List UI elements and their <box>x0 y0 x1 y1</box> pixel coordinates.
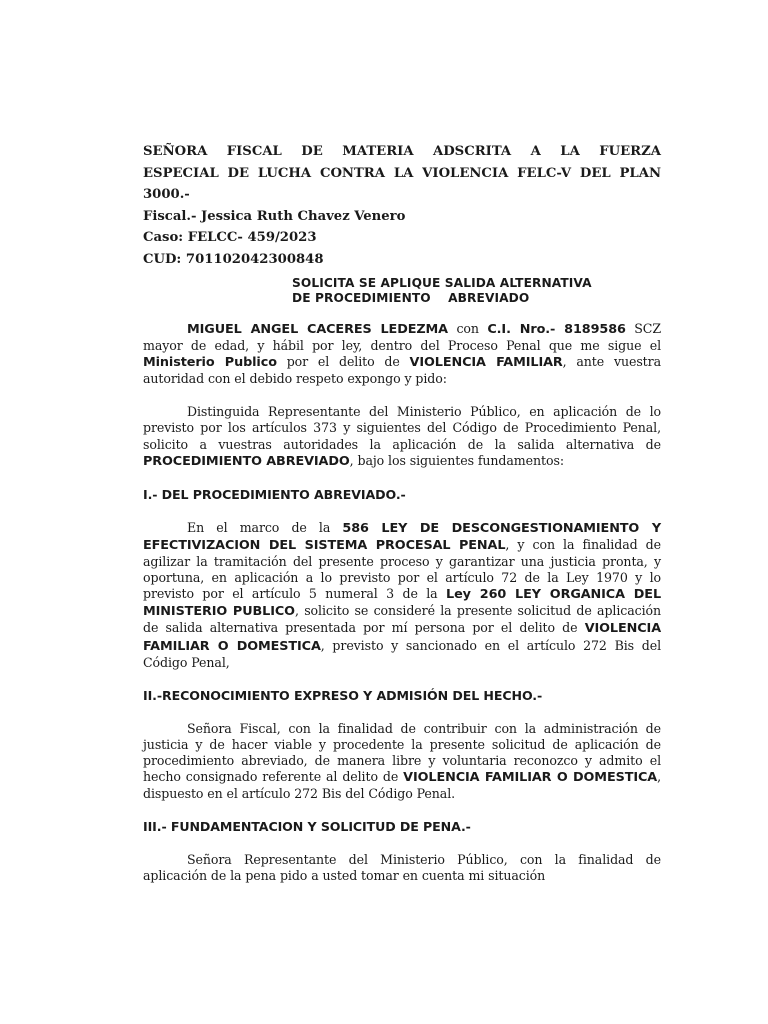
addressee: SEÑORA FISCAL DE MATERIA ADSCRITA A LA FUERZA ESPECIAL DE LUCHA CONTRA LA VIOLENCIA FELC-V DEL PLAN 3000.- <box>143 144 661 202</box>
cud-number: CUD: 701102042300848 <box>143 251 324 267</box>
document-body <box>143 321 661 885</box>
document-header <box>143 141 661 270</box>
intro-paragraph: MIGUEL ANGEL CACERES LEDEZMA con C.I. Nro.- 8189586 SCZ mayor de edad, y hábil por ley, dentro del Proceso Penal que me sigue el Ministerio Publico por el delito de VIOLENCIA FAMILIAR, ante vuestra autoridad con el debido respeto expongo y pido: <box>143 321 661 387</box>
section-title-3: III.- FUNDAMENTACION Y SOLICITUD DE PENA.- <box>143 819 471 835</box>
request-summary <box>292 276 661 306</box>
paragraph-4: Señora Representante del Ministerio Público, con la finalidad de aplicación de la pena pido a usted tomar en cuenta mi situación <box>143 852 661 884</box>
section-title-1: I.- DEL PROCEDIMIENTO ABREVIADO.- <box>143 486 406 502</box>
section-title-2: II.-RECONOCIMIENTO EXPRESO Y ADMISIÓN DEL HECHO.- <box>143 687 543 703</box>
paragraph-1: Distinguida Representante del Ministerio Público, en aplicación de lo previsto por los artículos 373 y siguientes del Código de Procedimiento Penal, solicito a vuestras autoridades la aplicación de la salida alternativa de PROCEDIMIENTO ABREVIADO, bajo los siguientes fundamentos: <box>143 404 661 469</box>
fiscal-line: Fiscal.- Jessica Ruth Chavez Venero <box>143 208 406 224</box>
request-line-1: SOLICITA SE APLIQUE SALIDA ALTERNATIVA <box>292 276 592 290</box>
paragraph-2: En el marco de la 586 LEY DE DESCONGESTIONAMIENTO Y EFECTIVIZACION DEL SISTEMA PROCESAL PENAL, y con la finalidad de agilizar la tramitación del presente proceso y garantizar una justicia pronta, y oportuna, en aplicación a lo previsto por el artículo 72 de la Ley 1970 y lo previsto por el artículo 5 numeral 3 de la Ley 260 LEY ORGANICA DEL MINISTERIO PUBLICO, solicito se consideré la presente solicitud de aplicación de salida alternativa presentada por mí persona por el delito de VIOLENCIA FAMILIAR O DOMESTICA, previsto y sancionado en el artículo 272 Bis del Código Penal, <box>143 519 662 670</box>
ci-number: C.I. Nro.- 8189586 <box>487 322 626 337</box>
case-number: Caso: FELCC- 459/2023 <box>143 230 317 245</box>
request-line-2: DE PROCEDIMIENTO ABREVIADO <box>292 291 530 305</box>
petitioner-name: MIGUEL ANGEL CACERES LEDEZMA <box>187 322 448 337</box>
paragraph-3: Señora Fiscal, con la finalidad de contribuir con la administración de justicia y de hacer viable y procedente la presente solicitud de aplicación de procedimiento abreviado, de manera libre y voluntaria reconozco y admito el hecho consignado referente al delito de VIOLENCIA FAMILIAR O DOMESTICA, dispuesto en el artículo 272 Bis del Código Penal. <box>143 720 661 802</box>
